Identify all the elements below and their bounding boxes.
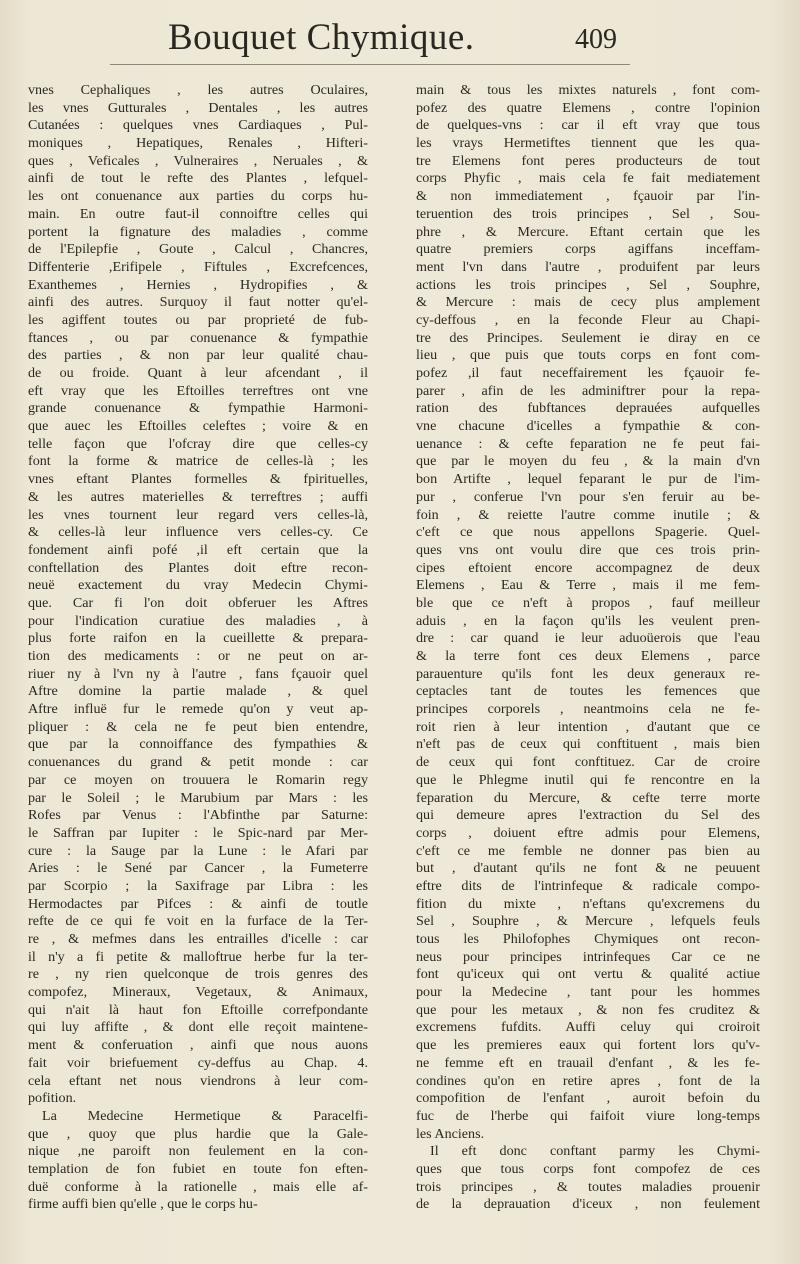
text-line: que , quoy que plus hardie que la Gale- [28,1125,368,1142]
text-line: Aftre domine la partie malade , & quel [28,683,368,700]
text-line: font la forme & matrice de celles-là ; les [28,453,368,470]
text-line: tous les Philofophes Chymiques ont recon- [416,931,760,947]
text-line: riuer ny à l'vn ny à l'autre , fans fçauoir quel [28,665,368,682]
text-line: conuenances du grand & petit monde : car [28,754,368,771]
text-line: pur , conferue l'vn pour s'en feruir au be- [416,488,760,505]
text-line: par ce moyen on trouuera le Romarin regy [28,771,368,788]
text-line: les Anciens. [416,1125,485,1142]
text-line: uenance : & cefte feparation ne fe peut fai- [416,435,760,452]
text-line: ne femme eft en trauail d'enfant , & les fe- [416,1054,760,1071]
text-line: actions les trois principes , Sel , Souphre, [416,276,760,293]
text-line: condines qu'on en retire apres , font de la [416,1072,760,1089]
text-line: eftre dits de l'intrinfeque & radicale compo- [416,877,760,894]
text-line: corps , doiuent eftre admis pour Elemens, [416,824,760,841]
text-line: ment & conferuation , ainfi que nous auons [28,1037,368,1054]
text-line: La Medecine Hermetique & Paracelfi- [42,1107,368,1124]
text-line: phre , & Mercure. Eftant certain que les [416,223,760,240]
text-line: des parties , & non par leur qualité chau- [28,347,368,364]
text-line: Hermodactes par Pifces : & ainfi de toutle [28,895,368,912]
text-line: ainfi de tout le refte des Plantes , lefquel- [28,170,368,187]
text-line: les ont conuenance aux parties du corps hu- [28,188,368,205]
left-column [28,82,368,1214]
text-line: cela eftant net nous viendrons à leur com- [28,1072,368,1089]
page-header [0,10,800,68]
text-line: ration des fubftances deprauées aufquelles [416,400,760,417]
text-line: les vnes Gutturales , Dentales , les autres [28,99,368,116]
text-line: neuë exactement du vray Medecin Chymi- [28,577,368,594]
text-line: bon Artifte , lequel feparant le pur de l'im- [416,471,760,488]
text-line: parauenture qu'ils font les deux generaux re- [416,665,760,682]
text-line: & les autres materielles & terreftres ; auffi [28,488,368,505]
text-line: teruention des trois principes , Sel , Sou- [416,205,760,222]
text-line: compofition de l'enfant , auroit befoin du [416,1090,760,1107]
text-line: grande conuenance & fympathie Harmoni- [28,400,368,417]
text-line: aduis , en la façon qu'ils les veulent pren- [416,612,760,629]
text-line: main. En outre faut-il connoiftre celles qui [28,205,368,222]
text-line: par le Soleil ; le Marubium par Mars : les [28,789,368,806]
text-line: par Scorpio ; la Saxifrage par Libra : les [28,877,368,894]
text-line: re , ny rien quelconque de trois genres des [28,966,368,983]
text-line: pofez ,il faut neceffairement les fçauoir fe- [416,365,760,381]
text-line: cure : la Sauge par la Lune : le Afari par [28,842,368,859]
text-line: de quelques-vns : car il eft vray que tous [416,117,760,134]
text-line: ques que tous corps font compofez de ces [416,1160,760,1177]
text-line: ceptacles tant de toutes les femences que [416,683,760,700]
text-line: telle façon que l'ofcray dire que celles-cy [28,435,368,452]
text-line: roit rien à leur intention , d'autant que ce [416,718,760,735]
text-line: ble que ce n'eft à propos , fauf meilleur [416,594,760,611]
text-line: de la deprauation d'iceux , non feulement [416,1196,760,1213]
text-line: cipes eftoient encore accompagnez de deux [416,559,760,576]
text-line: fition du mixte , n'eftans qu'excremens du [416,895,760,912]
text-line: eft vray que les Eftoilles terreftres ont vne [28,382,368,399]
text-line: pofez des quatre Elemens , contre l'opinion [416,99,760,116]
text-line: plus forte raifon en la cueillette & prepara- [28,630,368,647]
text-line: que pour les metaux , & non fes cruditez & [416,1001,760,1018]
page-number: 409 [575,24,617,55]
text-line: templation de fon fubiet en toute fon eften- [28,1160,368,1177]
text-line: ques , Veficales , Vulneraires , Neruales , & [28,152,368,169]
text-line: Sel , Souphre , & Mercure , lefquels feuls [416,913,760,930]
text-line: refte de ce qui fe voit en la furface de la Ter- [28,913,368,930]
text-line: parer , afin de les adminiftrer pour la repa- [416,382,760,399]
text-line: font qu'iceux qui ont vertu & qualité actiue [416,966,760,983]
text-line: pofition. [28,1090,77,1107]
text-line: que les premieres eaux qui fortent lors qu'v- [416,1037,760,1054]
text-line: c'eft ce que nous appellons Spagerie. Quel- [416,524,760,541]
text-line: portent la fignature des maladies , comme [28,223,368,240]
text-line: de l'Epilepfie , Goute , Calcul , Chancres, [28,241,368,258]
text-line: cy-deffous , en la feconde Fleur au Chapi- [416,311,760,328]
text-line: principes corporels , neantmoins cela ne fe- [416,701,760,718]
text-line: ques vns ont voulu dire que ces trois prin- [416,541,760,558]
running-head: Bouquet Chymique. [168,17,475,58]
text-line: de ou froide. Quant à leur afcendant , il [28,365,368,381]
text-line: Aftre influë fur le remede qu'on y veut ap- [28,701,368,718]
text-line: pour l'indication curatiue des maladies , à [28,612,368,629]
text-line: tre Elemens font peres producteurs de tout [416,152,760,169]
text-line: foin , & reiette l'autre comme inutile ; & [416,506,760,523]
text-line: Rofes par Venus : l'Abfinthe par Saturne: [28,807,368,824]
text-line: feparation du Mercure, & cefte terre morte [416,789,760,806]
text-line: re , & mefmes dans les entrailles d'icelle : car [28,931,368,947]
text-line: Diffenterie ,Erifipele , Fiftules , Excrefcences, [28,258,368,275]
text-line: & Mercure : mais de cecy plus amplement [416,294,760,311]
text-line: vnes eftant Plantes formelles & fpirituelles, [28,471,368,488]
text-line: vne chacune d'icelles a fympathie & con- [416,418,760,435]
text-line: pour la Medecine , tant pour les hommes [416,984,760,1001]
text-line: quatre premiers corps agiffans inceffam- [416,241,760,258]
text-line: fondement ainfi pofé ,il eft certain que la [28,541,368,558]
text-line: duë conforme à la rationelle , mais elle af- [28,1178,368,1195]
text-line: trois principes , & toutes maladies prouenir [416,1178,760,1195]
header-rule [110,64,630,65]
text-line: qui demeure apres l'extraction du Sel des [416,807,760,824]
text-line: & non immediatement , fçauoir par l'in- [416,188,760,205]
text-line: nique ,ne paroift non feulement en la con- [28,1143,368,1160]
text-line: que par le moyen du feu , & la main d'vn [416,453,760,470]
text-line: & celles-là leur influence vers celles-cy. Ce [28,524,368,541]
text-line: main & tous les mixtes naturels , font com- [416,82,760,98]
text-line: c'eft ce me femble ne donner pas bien au [416,842,760,859]
text-line: neus pour principes intrinfeques Car ce ne [416,948,760,965]
text-line: que par la connoiffance des fympathies & [28,736,368,753]
text-line: il n'y a fi petite & malloftrue herbe fur la ter- [28,948,368,965]
text-line: pliquer : & cela ne fe peut bien entendre, [28,718,368,735]
text-line: les vnes tournent leur regard vers celles-là, [28,506,368,523]
text-line: fuc de l'herbe qui faifoit viure long-temps [416,1107,760,1124]
text-line: Elemens , Eau & Terre , mais il me fem- [416,577,760,594]
text-line: dre : car quand ie leur aduoüerois que l'eau [416,630,760,647]
text-line: corps Phyfic , mais cela fe fait mediatement [416,170,760,187]
text-line: que le Phlegme inutil qui fe rencontre en la [416,771,760,788]
text-line: vnes Cephaliques , les autres Oculaires, [28,82,368,98]
text-line: les agiffent toutes ou par proprieté de fub- [28,311,368,328]
text-line: Aries : le Sené par Cancer , la Fumeterre [28,860,368,877]
text-line: ftances , ou par conuenance & fympathie [28,329,368,346]
text-line: qui n'ait là haut fon Eftoille correfpondante [28,1001,368,1018]
text-line: le Saffran par Iupiter : le Spic-nard par Mer- [28,824,368,841]
text-line: firme auffi bien qu'elle , que le corps hu- [28,1196,258,1213]
text-line: de ceux qui font conftituez. Car de croire [416,754,760,771]
text-line: Il eft donc conftant parmy les Chymi- [430,1143,760,1160]
text-line: n'eft pas de ceux qui conftituent , mais bien [416,736,760,753]
text-line: moniques , Hepatiques, Renales , Hifteri- [28,135,368,152]
text-line: tion des medicaments : or ne peut on ar- [28,648,368,664]
text-line: tre des Principes. Seulement ie diray en ce [416,329,760,346]
text-line: excremens fufdits. Auffi celuy qui croiroit [416,1019,760,1036]
text-line: conftellation des Plantes doit eftre recon- [28,559,368,576]
text-line: & la terre font ces deux Elemens , parce [416,648,760,664]
right-column [416,82,760,1214]
text-line: but , d'autant qu'ils ne font & ne peuuent [416,860,760,877]
text-line: Cutanées : quelques vnes Cardiaques , Pul- [28,117,368,134]
text-line: ment l'vn dans l'autre , produifent par leurs [416,258,760,275]
text-line: lieu , que puis que touts corps en font com- [416,347,760,364]
text-line: Exanthemes , Hernies , Hydropifies , & [28,276,368,293]
text-line: les vrays Hermetiftes tiennent que les qua- [416,135,760,152]
text-line: ainfi des autres. Surquoy il faut notter qu'el- [28,294,368,311]
text-line: que auec les Eftoilles celeftes ; voire & en [28,418,368,435]
text-line: compofez, Mineraux, Vegetaux, & Animaux, [28,984,368,1001]
text-line: qui luy affifte , & dont elle reçoit maintene- [28,1019,368,1036]
text-line: fait voir briefuement cy-deffus au Chap. 4. [28,1054,368,1071]
text-line: que. Car fi l'on doit obferuer les Aftres [28,594,368,611]
